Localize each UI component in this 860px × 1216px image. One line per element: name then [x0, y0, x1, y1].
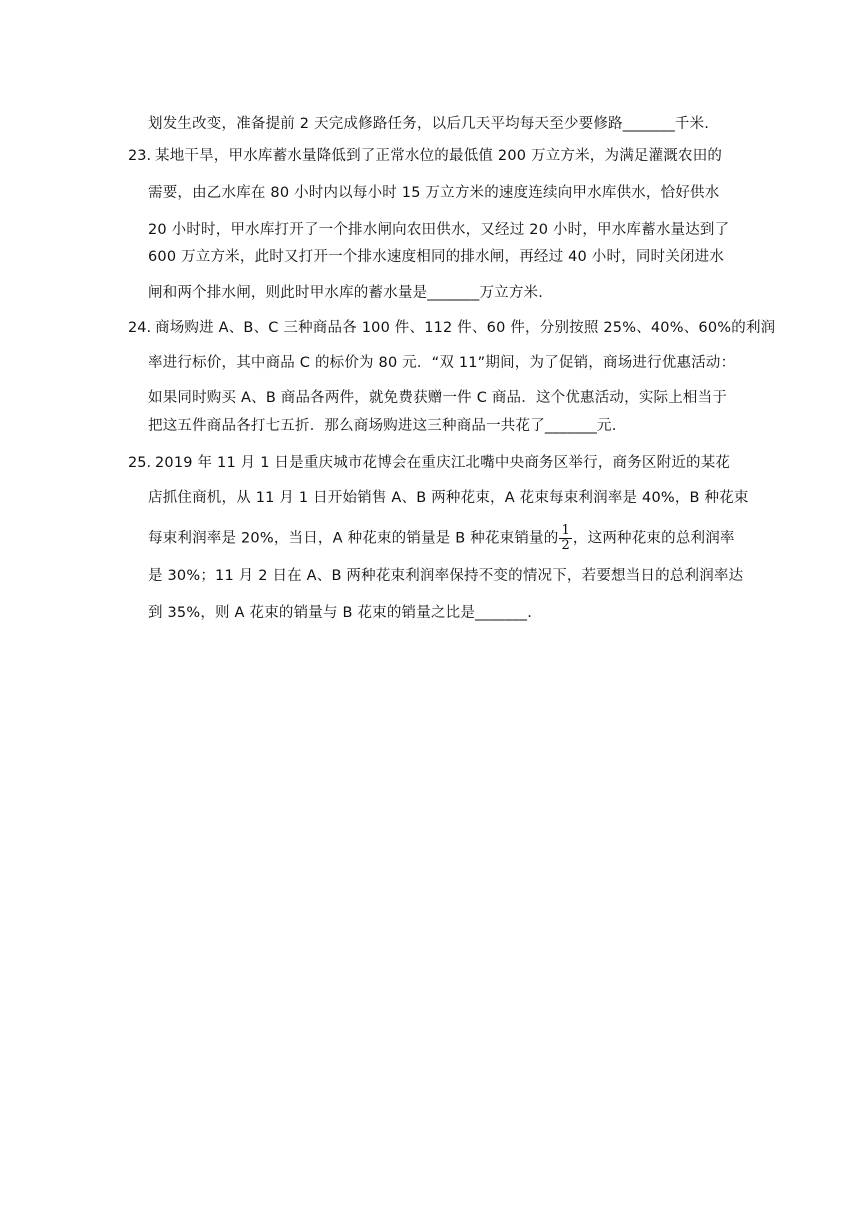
q25-line-3-after: ，这两种花束的总利润率: [572, 530, 735, 547]
q23-line-1: 某地干旱，甲水库蓄水量降低到了正常水位的最低值 200 万立方米，为满足灌溉农田的: [155, 148, 723, 164]
q24-line-4: 把这五件商品各打七五折．那么商场购进这三种商品一共花了_______元.: [148, 418, 617, 434]
q25-line-4: 是 30%；11 月 2 日在 A、B 两种花束利润率保持不变的情况下，若要想当日的总利润率达: [148, 568, 744, 584]
q25-line-5: 到 35%，则 A 花束的销量与 B 花束的销量之比是_______.: [148, 605, 532, 621]
fraction-one-half: [559, 524, 571, 553]
fraction-numerator: 1: [561, 523, 570, 538]
q23-number: 23.: [128, 148, 152, 164]
fraction-denominator: 2: [561, 538, 570, 553]
q25-number: 25.: [128, 455, 152, 471]
q24-line-3: 如果同时购买 A、B 商品各两件，就免费获赠一件 C 商品．这个优惠活动，实际上相当于: [148, 390, 728, 406]
q23-line-5: 闸和两个排水闸，则此时甲水库的蓄水量是_______万立方米.: [148, 285, 544, 301]
q23-line-3: 20 小时时，甲水库打开了一个排水闸向农田供水，又经过 20 小时，甲水库蓄水量达到了: [148, 222, 730, 238]
q25-line-1: 2019 年 11 月 1 日是重庆城市花博会在重庆江北嘴中央商务区举行，商务区附近的某花: [155, 455, 731, 471]
q25-line-3: [148, 524, 735, 553]
q24-line-1: 商场购进 A、B、C 三种商品各 100 件、112 件、60 件，分别按照 25%、40%、60%的利润: [155, 320, 776, 336]
q25-line-3-before: 每束利润率是 20%，当日，A 种花束的销量是 B 种花束销量的: [148, 530, 559, 547]
q24-line-2: 率进行标价，其中商品 C 的标价为 80 元．“双 11”期间，为了促销，商场进行优惠活动：: [148, 355, 736, 371]
q23-line-4: 600 万立方米，此时又打开一个排水速度相同的排水闸，再经过 40 小时，同时关闭进水: [148, 249, 725, 265]
q25-line-2: 店抓住商机，从 11 月 1 日开始销售 A、B 两种花束，A 花束每束利润率是 40%，B 种花束: [148, 490, 749, 506]
q23-line-2: 需要，由乙水库在 80 小时内以每小时 15 万立方米的速度连续向甲水库供水，恰好供水: [148, 185, 720, 201]
q24-number: 24.: [128, 320, 152, 336]
q22-tail-line: 划发生改变，准备提前 2 天完成修路任务，以后几天平均每天至少要修路_______千米.: [148, 116, 710, 132]
